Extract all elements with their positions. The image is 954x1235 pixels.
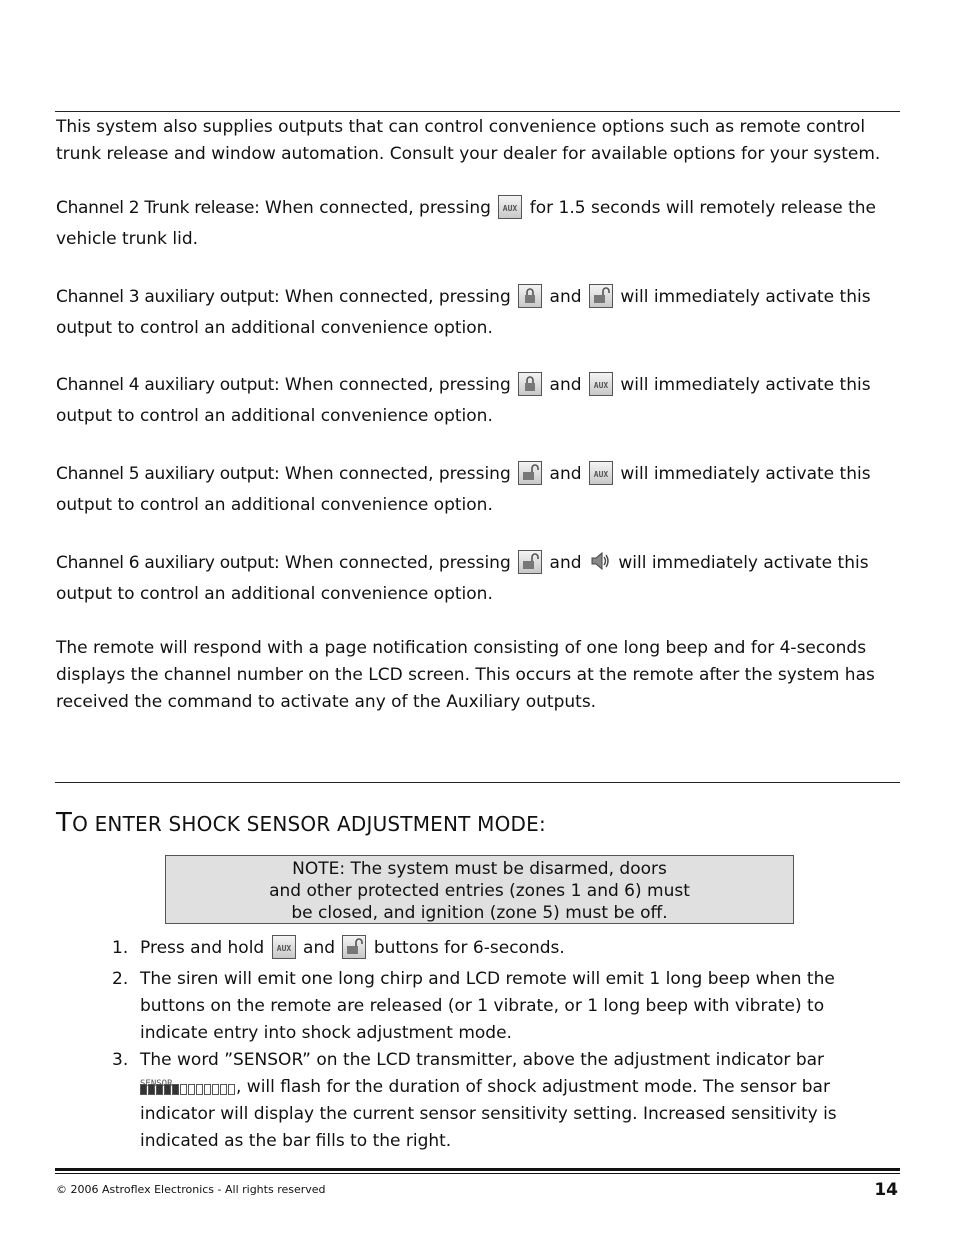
- top-rule: [55, 111, 900, 112]
- channel-6-paragraph: Channel 6 auxiliary output: When connected, pressing and will immediately activate this output to control an additional convenience option.: [56, 548, 898, 610]
- sensor-bar-cell: [140, 1084, 147, 1095]
- page-number: 14: [874, 1180, 898, 1200]
- sensor-bar-cell: [172, 1084, 179, 1095]
- channel-label: Channel 4 auxiliary output:: [56, 375, 280, 395]
- footer-rule-thin: [55, 1173, 900, 1174]
- sensor-bar-cell: [212, 1084, 219, 1095]
- note-label: NOTE: [292, 859, 340, 879]
- sensor-bar-cell: [148, 1084, 155, 1095]
- intro-paragraph: This system also supplies outputs that can control convenience options such as remote control trunk release and window automation. Consult your dealer for available options for your system.: [56, 117, 881, 164]
- footer-rule: [55, 1168, 900, 1171]
- sensor-bar-cell: [164, 1084, 171, 1095]
- lock-button-icon: [518, 284, 542, 308]
- aux-button-icon: [589, 461, 613, 485]
- channel-label: Channel 2 Trunk release:: [56, 198, 260, 218]
- svg-text:AUX: AUX: [593, 470, 609, 479]
- sensor-bar-icon: [140, 1075, 236, 1095]
- unlock-button-icon: [518, 461, 542, 485]
- section-rule: [55, 782, 900, 783]
- unlock-button-icon: [589, 284, 613, 308]
- sensor-bar-cell: [228, 1084, 235, 1095]
- aux-button-icon: [589, 372, 613, 396]
- svg-text:AUX: AUX: [593, 381, 609, 390]
- copyright: © 2006 Astroflex Electronics - All rights reserved: [56, 1183, 326, 1196]
- channel-4-paragraph: Channel 4 auxiliary output: When connected, pressing and AUX will immediately activate this output to control an additional convenience option.: [56, 370, 898, 432]
- aux-button-icon: [272, 935, 296, 959]
- unlock-button-icon: [518, 550, 542, 574]
- channel-label: Channel 3 auxiliary output:: [56, 287, 280, 307]
- channel-label: Channel 6 auxiliary output:: [56, 553, 280, 573]
- svg-text:AUX: AUX: [503, 204, 518, 213]
- sensor-bar-cell: [156, 1084, 163, 1095]
- list-item: 1. Press and hold AUX and buttons for 6-seconds.: [110, 935, 870, 962]
- svg-text:AUX: AUX: [276, 944, 291, 953]
- channel-label: Channel 5 auxiliary output:: [56, 464, 280, 484]
- lock-button-icon: [518, 372, 542, 396]
- sensor-bar-cell: [180, 1084, 187, 1095]
- steps-list: [110, 935, 870, 1155]
- sensor-bar-cell: [188, 1084, 195, 1095]
- unlock-button-icon: [342, 935, 366, 959]
- list-item: 2. The siren will emit one long chirp and LCD remote will emit 1 long beep when the buttons on the remote are released (or 1 vibrate, or 1 long beep with vibrate) to indicate entry into shock adjustment mode.: [112, 969, 835, 1043]
- sensor-bar-cell: [196, 1084, 203, 1095]
- sensor-bar-cell: [204, 1084, 211, 1095]
- section-heading: TO ENTER SHOCK SENSOR ADJUSTMENT MODE:: [56, 808, 546, 838]
- list-item: 3. The word ”SENSOR” on the LCD transmitter, above the adjustment indicator bar , will flash for the duration of shock adjustment mode. The sensor bar indicator will display the current sensor sensitivity setting. Increased sensitivity is indicated as the bar fills to the right.: [112, 1050, 837, 1151]
- channel-5-paragraph: Channel 5 auxiliary output: When connected, pressing and AUX will immediately activate this output to control an additional convenience option.: [56, 459, 898, 521]
- channel-2-paragraph: Channel 2 Trunk release: When connected, pressing AUX for 1.5 seconds will remotely release the vehicle trunk lid.: [56, 193, 898, 255]
- notification-paragraph: The remote will respond with a page notification consisting of one long beep and for 4-seconds displays the channel number on the LCD screen. This occurs at the remote after the system has received the command to activate any of the Auxiliary outputs.: [56, 638, 875, 712]
- sensor-bar-cell: [220, 1084, 227, 1095]
- channel-3-paragraph: Channel 3 auxiliary output: When connected, pressing and will immediately activate this output to control an additional convenience option.: [56, 282, 898, 344]
- speaker-button-icon: [589, 550, 611, 574]
- note-box: NOTE: The system must be disarmed, doors and other protected entries (zones 1 and 6) must be closed, and ignition (zone 5) must be off.: [165, 855, 794, 924]
- aux-button-icon: [498, 195, 522, 219]
